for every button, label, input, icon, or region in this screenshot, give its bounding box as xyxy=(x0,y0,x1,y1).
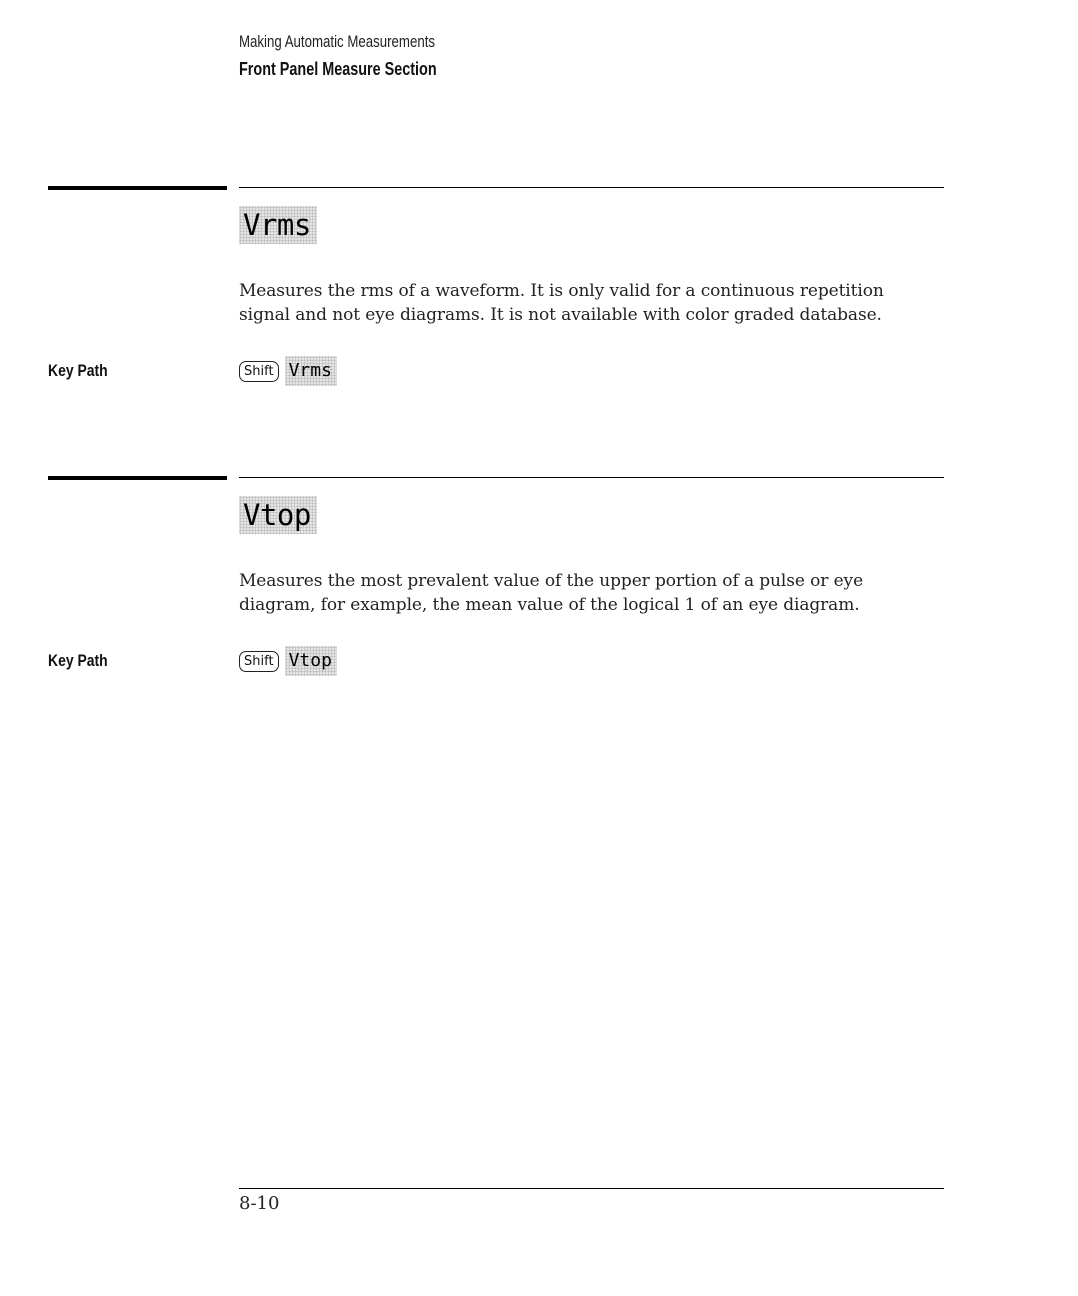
entry-description xyxy=(239,279,944,327)
section-divider-thick xyxy=(48,476,227,480)
softkey-label: Vtop xyxy=(285,646,337,676)
description-line: diagram, for example, the mean value of the logical 1 of an eye diagram. xyxy=(239,595,860,615)
key-path xyxy=(239,356,337,386)
shift-hardkey: Shift xyxy=(239,361,279,382)
description-line: signal and not eye diagrams. It is not available with color graded database. xyxy=(239,305,882,325)
running-header-section: Front Panel Measure Section xyxy=(239,59,437,79)
key-path-label: Key Path xyxy=(48,361,108,380)
softkey-label: Vrms xyxy=(285,356,337,386)
shift-hardkey: Shift xyxy=(239,651,279,672)
entry-title-softkey: Vtop xyxy=(239,496,317,534)
entry-description xyxy=(239,569,944,617)
entry-title-softkey: Vrms xyxy=(239,206,317,244)
key-path xyxy=(239,646,337,676)
section-divider-thick xyxy=(48,186,227,190)
page-number: 8-10 xyxy=(239,1193,280,1214)
description-line: Measures the rms of a waveform. It is only valid for a continuous repetition xyxy=(239,281,884,301)
section-divider-thin xyxy=(239,187,944,188)
key-path-label: Key Path xyxy=(48,651,108,670)
section-divider-thin xyxy=(239,477,944,478)
footer-rule xyxy=(239,1188,944,1189)
description-line: Measures the most prevalent value of the upper portion of a pulse or eye xyxy=(239,571,864,591)
running-header-chapter: Making Automatic Measurements xyxy=(239,32,436,51)
